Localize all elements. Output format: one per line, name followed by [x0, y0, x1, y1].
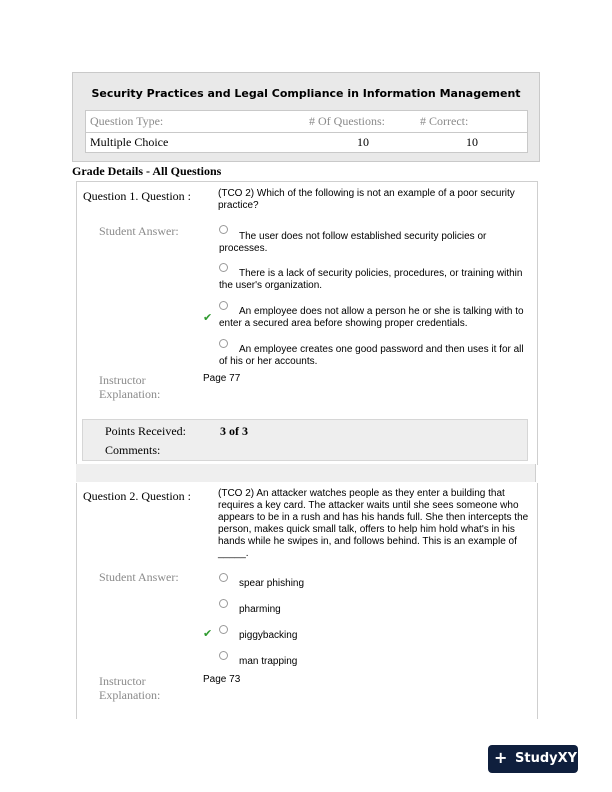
- q2-option-3: piggybacking: [239, 630, 298, 641]
- question-1-text: (TCO 2) Which of the following is not an example of a poor security practice?: [218, 188, 515, 211]
- q2-student-answer-label: Student Answer:: [99, 570, 179, 584]
- q2-option-4-radio[interactable]: [219, 651, 228, 660]
- q1-option-2: There is a lack of security policies, procedures, or training within the user's organization.: [219, 268, 523, 291]
- q1-correct-check-icon: ✔: [203, 311, 213, 324]
- q1-points-value: 3 of 3: [220, 424, 248, 438]
- q1-option-3: An employee does not allow a person he or she is talking with to enter a secured area before showing proper credentials.: [219, 306, 524, 329]
- q2-correct-check-icon: ✔: [203, 627, 213, 640]
- q2-explanation: Page 73: [203, 674, 241, 685]
- grade-details-heading: Grade Details - All Questions: [72, 164, 222, 178]
- quiz-title: Security Practices and Legal Compliance in Information Management: [91, 87, 521, 100]
- value-num-correct: 10: [466, 135, 478, 149]
- summary-panel: [72, 72, 540, 162]
- header-num-correct: # Correct:: [420, 114, 469, 128]
- q2-option-2-radio[interactable]: [219, 599, 228, 608]
- q2-option-1-radio[interactable]: [219, 573, 228, 582]
- summary-header-row: [86, 111, 527, 133]
- q1-explanation: Page 77: [203, 373, 241, 384]
- summary-data-row: [86, 132, 527, 153]
- question-separator: [76, 464, 536, 482]
- q1-points-label: Points Received:: [105, 424, 186, 438]
- q2-option-2: pharming: [239, 604, 281, 615]
- question-2-text: (TCO 2) An attacker watches people as they enter a building that requires a key card. The attacker waits until she sees someone who appears to be in a rush and has his hands full. She then intercepts the person, makes quick small talk, offers to help him hold what's in his hands while he swipes in, and follows behind. This is an example of _____.: [218, 488, 529, 559]
- header-num-questions: # Of Questions:: [309, 114, 385, 128]
- q1-comments-label: Comments:: [105, 443, 161, 457]
- q2-option-3-radio[interactable]: [219, 625, 228, 634]
- summary-table: [85, 110, 528, 153]
- value-question-type: Multiple Choice: [90, 135, 169, 149]
- question-1-label: Question 1. Question :: [83, 189, 191, 203]
- q2-option-1: spear phishing: [239, 578, 305, 589]
- value-num-questions: 10: [357, 135, 369, 149]
- studyxy-logo: [488, 745, 578, 773]
- question-2-label: Question 2. Question :: [83, 489, 191, 503]
- q2-option-4: man trapping: [239, 656, 298, 667]
- logo-text: StudyXY: [515, 751, 578, 766]
- q1-option-4: An employee creates one good password and then uses it for all of his or her accounts.: [219, 344, 524, 367]
- q1-student-answer-label: Student Answer:: [99, 224, 179, 238]
- q2-instructor-explanation-label: Instructor Explanation:: [99, 674, 161, 702]
- q1-instructor-explanation-label: Instructor Explanation:: [99, 373, 161, 401]
- q1-option-1: The user does not follow established security policies or processes.: [219, 231, 487, 254]
- header-question-type: Question Type:: [90, 114, 164, 128]
- plus-icon: +: [494, 748, 508, 767]
